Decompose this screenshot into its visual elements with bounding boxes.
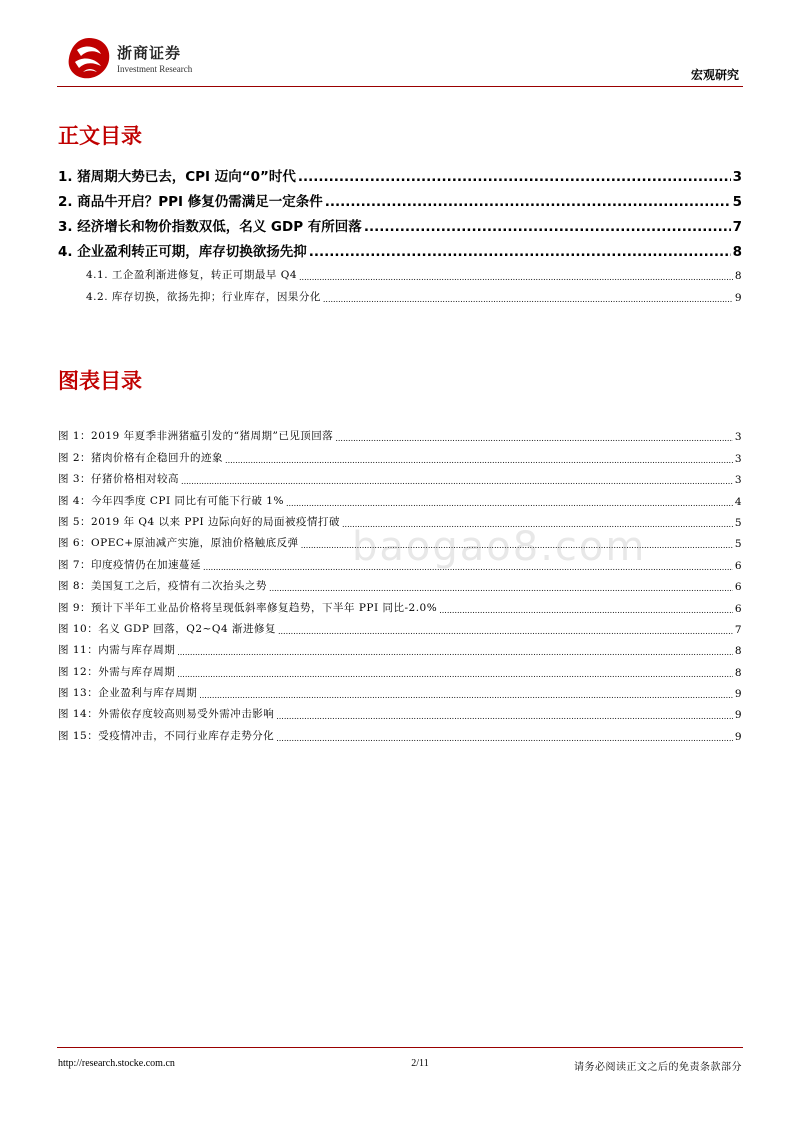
figure-item-label: 图 3：仔猪价格相对较高: [58, 473, 180, 486]
header-divider: [57, 86, 743, 87]
toc-item-label: 4. 企业盈利转正可期，库存切换欲扬先抑: [58, 244, 307, 260]
leader-dots: [335, 434, 733, 443]
figure-item-page: 6: [734, 581, 742, 594]
figure-item-label: 图 12：外需与库存周期: [58, 665, 176, 678]
leader-dots: [364, 219, 731, 235]
toc-item-3[interactable]: [58, 210, 742, 235]
figure-item-label: 图 2：猪肉价格有企稳回升的迹象: [58, 451, 224, 464]
report-section-label: 宏观研究: [690, 68, 739, 82]
figure-item-14[interactable]: [58, 700, 742, 721]
figure-item-page: 5: [734, 516, 742, 529]
leader-dots: [286, 499, 733, 508]
figure-item-15[interactable]: [58, 721, 742, 742]
page-header: [57, 36, 743, 88]
figure-item-label: 图 6：OPEC+原油减产实施，原油价格触底反弹: [58, 537, 299, 550]
figure-item-8[interactable]: [58, 572, 742, 593]
toc-subitem-4-1[interactable]: [58, 260, 742, 282]
brand-name-cn: 浙商证券: [117, 44, 182, 62]
figure-item-page: 9: [734, 688, 742, 701]
leader-dots: [276, 734, 733, 743]
leader-dots: [309, 244, 731, 260]
figure-item-12[interactable]: [58, 657, 742, 678]
figure-item-page: 6: [734, 602, 742, 615]
footer-disclaimer: 请务必阅读正文之后的免责条款部分: [574, 1062, 742, 1073]
figure-item-3[interactable]: [58, 465, 742, 486]
figure-item-label: 图 9：预计下半年工业品价格将呈现低斜率修复趋势，下半年 PPI 同比-2.0%: [58, 601, 438, 614]
toc-item-page: 8: [732, 244, 742, 260]
toc-subitem-page: 9: [734, 292, 742, 304]
watermark: baogao8.com: [352, 524, 647, 570]
company-logo-icon: [65, 36, 113, 80]
figure-item-10[interactable]: [58, 615, 742, 636]
figure-item-page: 9: [734, 730, 742, 743]
figure-item-9[interactable]: [58, 593, 742, 614]
figure-item-label: 图 11：内需与库存周期: [58, 644, 176, 657]
leader-dots: [323, 295, 733, 304]
toc-subitem-label: 4.1. 工企盈利渐进修复，转正可期最早 Q4: [86, 269, 297, 281]
toc-subitem-4-2[interactable]: [58, 282, 742, 304]
leader-dots: [276, 712, 733, 721]
toc-subitem-label: 4.2. 库存切换，欲扬先抑；行业库存，因果分化: [86, 291, 321, 303]
figure-item-label: 图 1：2019 年夏季非洲猪瘟引发的“猪周期”已见顶回落: [58, 430, 334, 443]
leader-dots: [269, 584, 733, 593]
figure-item-2[interactable]: [58, 443, 742, 464]
leader-dots: [439, 606, 733, 615]
toc-item-page: 7: [732, 219, 742, 235]
toc-item-label: 3. 经济增长和物价指数双低，名义 GDP 有所回落: [58, 219, 362, 235]
toc-item-2[interactable]: [58, 185, 742, 210]
figure-item-label: 图 10：名义 GDP 回落，Q2~Q4 渐进修复: [58, 622, 276, 635]
leader-dots: [298, 169, 731, 185]
toc-item-1[interactable]: [58, 160, 742, 185]
figure-item-page: 9: [734, 709, 742, 722]
figure-item-label: 图 13：企业盈利与库存周期: [58, 687, 198, 700]
footer-url-link[interactable]: http://research.stocke.com.cn: [58, 1058, 175, 1069]
figure-item-1[interactable]: [58, 422, 742, 443]
leader-dots: [199, 691, 733, 700]
figure-item-11[interactable]: [58, 636, 742, 657]
figure-item-label: 图 4：今年四季度 CPI 同比有可能下行破 1%: [58, 494, 284, 507]
figure-item-label: 图 7：印度疫情仍在加速蔓延: [58, 558, 202, 571]
leader-dots: [225, 456, 733, 465]
figure-item-page: 3: [734, 452, 742, 465]
footer-divider: [57, 1047, 743, 1048]
leader-dots: [177, 648, 733, 657]
figure-item-label: 图 5：2019 年 Q4 以来 PPI 边际向好的局面被疫情打破: [58, 515, 340, 528]
figure-item-label: 图 14：外需依存度较高则易受外需冲击影响: [58, 708, 275, 721]
figure-item-4[interactable]: [58, 486, 742, 507]
page-number: 2/11: [411, 1058, 429, 1069]
toc-item-page: 5: [732, 194, 742, 210]
leader-dots: [278, 627, 733, 636]
toc-item-label: 1. 猪周期大势已去，CPI 迈向“0”时代: [58, 169, 296, 185]
toc-item-label: 2. 商品牛开启？PPI 修复仍需满足一定条件: [58, 194, 323, 210]
figure-item-page: 3: [734, 431, 742, 444]
brand: [117, 42, 192, 74]
figure-item-page: 3: [734, 474, 742, 487]
figure-item-label: 图 8：美国复工之后，疫情有二次抬头之势: [58, 580, 268, 593]
brand-name-en: Investment Research: [117, 64, 193, 74]
figure-item-page: 5: [734, 538, 742, 551]
figure-toc: [58, 422, 742, 743]
toc-item-4[interactable]: [58, 235, 742, 260]
text-toc-title: 正文目录: [58, 124, 142, 148]
figure-item-page: 8: [734, 666, 742, 679]
figure-item-page: 6: [734, 559, 742, 572]
toc-subitem-page: 8: [734, 270, 742, 282]
figure-toc-title: 图表目录: [58, 369, 142, 393]
leader-dots: [177, 670, 733, 679]
figure-item-page: 4: [734, 495, 742, 508]
leader-dots: [325, 194, 731, 210]
toc-item-page: 3: [732, 169, 742, 185]
text-toc: [58, 160, 742, 304]
figure-item-page: 8: [734, 645, 742, 658]
leader-dots: [299, 273, 733, 282]
figure-item-page: 7: [734, 623, 742, 636]
leader-dots: [181, 477, 733, 486]
figure-item-13[interactable]: [58, 679, 742, 700]
figure-item-label: 图 15：受疫情冲击，不同行业库存走势分化: [58, 729, 275, 742]
